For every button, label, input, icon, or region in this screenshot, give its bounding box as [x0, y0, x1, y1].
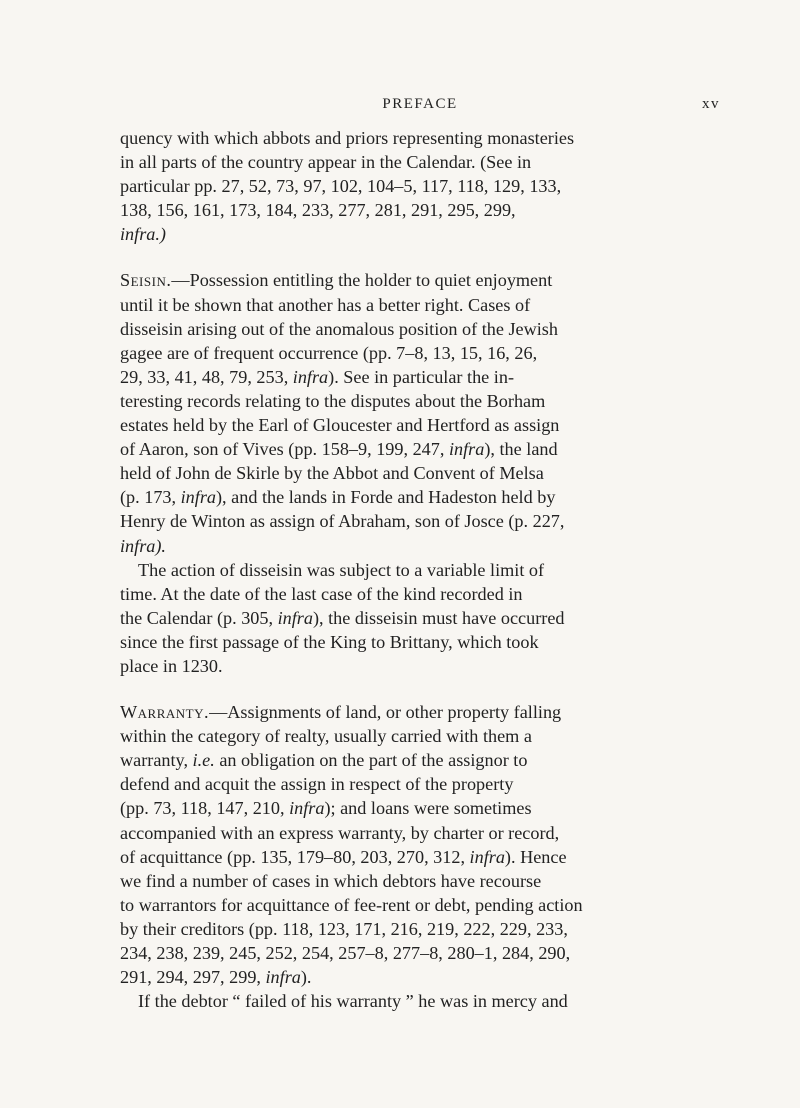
italic-term: infra: [289, 798, 325, 819]
text-line: until it be shown that another has a better right. Cases of: [120, 294, 531, 315]
infra-italic: infra).: [120, 535, 166, 556]
text-line: If the debtor “ failed of his warranty ” he was in mercy and: [138, 991, 568, 1012]
text-line: place in 1230.: [120, 655, 223, 676]
text-line: defend and acquit the assign in respect of the property: [120, 774, 514, 795]
paragraph-monasteries: [120, 126, 720, 246]
text-line: disseisin arising out of the anomalous position of the Jewish: [120, 318, 558, 339]
section-heading-seisin: Seisin.: [120, 270, 172, 291]
text-line: 29, 33, 41, 48, 79, 253, infra). See in particular the in-: [120, 366, 515, 387]
text-line: gagee are of frequent occurrence (pp. 7–8, 13, 15, 16, 26,: [120, 342, 538, 363]
text-line: 291, 294, 297, 299, infra).: [120, 967, 312, 988]
text-line: time. At the date of the last case of the kind recorded in: [120, 583, 523, 604]
paragraph-action: [120, 558, 720, 678]
text-line: of acquittance (pp. 135, 179–80, 203, 270, 312, infra). Hence: [120, 846, 567, 867]
text-line: 138, 156, 161, 173, 184, 233, 277, 281, 291, 295, 299,: [120, 200, 516, 221]
text-line: [120, 268, 720, 292]
italic-term: infra: [265, 967, 301, 988]
infra-italic: infra.): [120, 224, 166, 245]
text-line: held of John de Skirle by the Abbot and Convent of Melsa: [120, 463, 544, 484]
text-line: warranty, i.e. an obligation on the part of the assignor to: [120, 750, 528, 771]
text-line: of Aaron, son of Vives (pp. 158–9, 199, 247, infra), the land: [120, 439, 558, 460]
text-line: teresting records relating to the disputes about the Borham: [120, 390, 546, 411]
text-line: (p. 173, infra), and the lands in Forde and Hadeston held by: [120, 487, 556, 508]
text-line: [120, 700, 720, 724]
text-line: in all parts of the country appear in the Calendar. (See in: [120, 152, 532, 173]
text-line: estates held by the Earl of Gloucester and Hertford as assign: [120, 415, 560, 436]
text-line: we find a number of cases in which debtors have recourse: [120, 870, 542, 891]
text-line: to warrantors for acquittance of fee-rent or debt, pending action: [120, 894, 583, 915]
text-line: the Calendar (p. 305, infra), the disseisin must have occurred: [120, 607, 565, 628]
text-run: —Assignments of land, or other property falling: [209, 702, 562, 723]
text-run: —Possession entitling the holder to quiet enjoyment: [171, 270, 553, 291]
italic-term: i.e.: [192, 750, 215, 771]
text-line: since the first passage of the King to Brittany, which took: [120, 631, 539, 652]
text-line: 234, 238, 239, 245, 252, 254, 257–8, 277–8, 280–1, 284, 290,: [120, 943, 571, 963]
italic-term: infra: [180, 487, 216, 508]
text-line: [120, 222, 720, 246]
section-heading-warranty: Warranty.: [120, 702, 210, 723]
paragraph-seisin: [120, 268, 720, 557]
italic-term: infra: [277, 607, 313, 628]
text-line: (pp. 73, 118, 147, 210, infra); and loans were sometimes: [120, 798, 532, 819]
text-line: within the category of realty, usually carried with them a: [120, 726, 532, 747]
text-line: [120, 534, 720, 558]
text-line: accompanied with an express warranty, by charter or record,: [120, 822, 560, 843]
text-line: Henry de Winton as assign of Abraham, son of Josce (p. 227,: [120, 511, 565, 532]
text-line: quency with which abbots and priors representing monasteries: [120, 128, 575, 148]
text-line: particular pp. 27, 52, 73, 97, 102, 104–5, 117, 118, 129, 133,: [120, 176, 562, 197]
running-header: [120, 96, 720, 126]
text-line: by their creditors (pp. 118, 123, 171, 216, 219, 222, 229, 233,: [120, 918, 568, 939]
text-line: The action of disseisin was subject to a variable limit of: [138, 559, 545, 580]
italic-term: infra: [448, 439, 485, 460]
italic-term: infra: [292, 366, 329, 387]
page-number: xv: [702, 96, 720, 112]
paragraph-warranty: [120, 700, 720, 1013]
italic-term: infra: [469, 846, 505, 867]
document-page: [120, 96, 720, 1013]
header-title: PREFACE: [382, 96, 458, 112]
